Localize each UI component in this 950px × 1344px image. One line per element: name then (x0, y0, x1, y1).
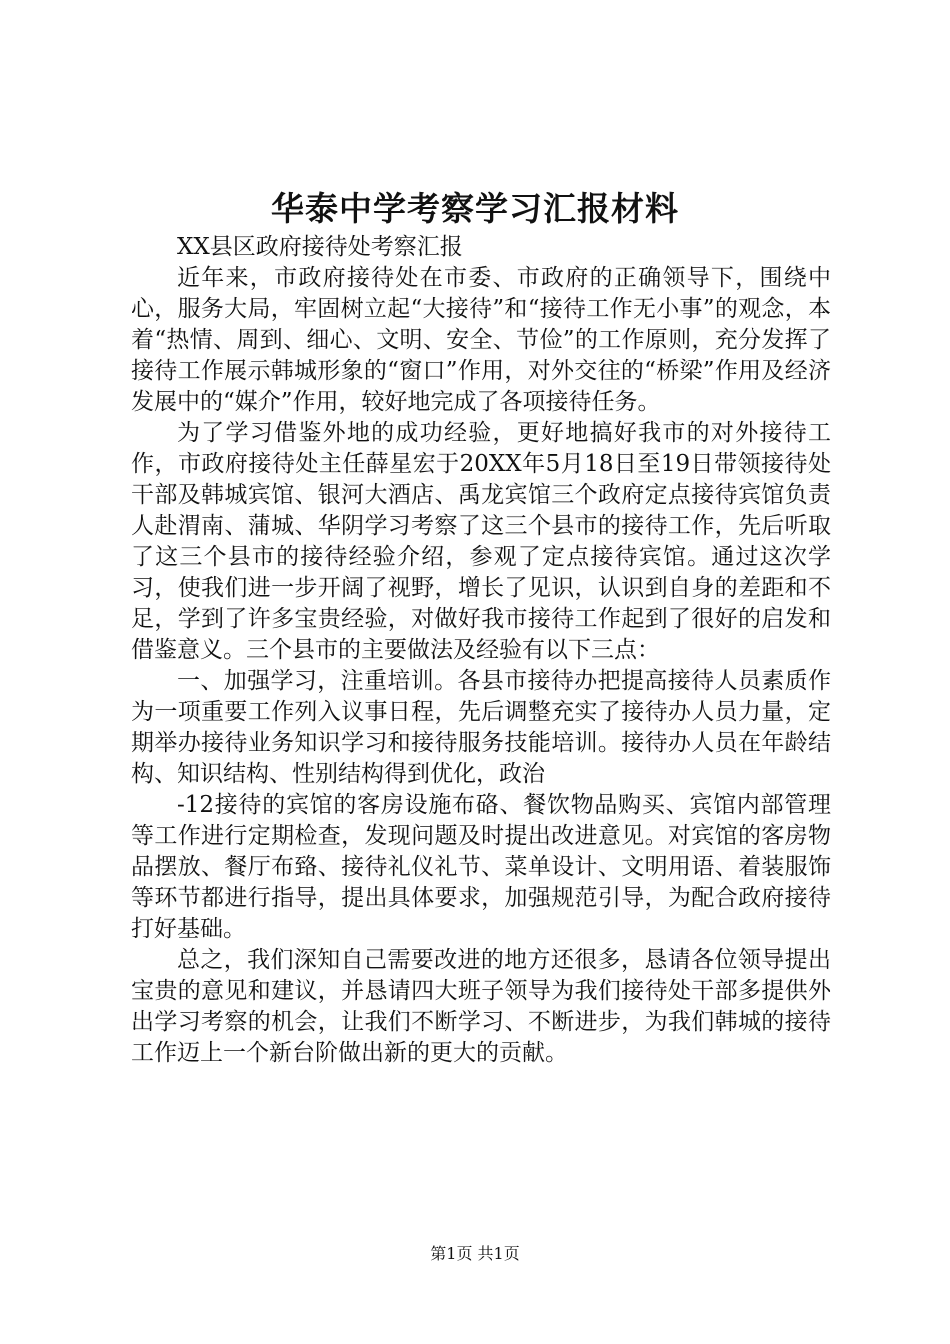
document-body (131, 232, 831, 1069)
paragraph-conclusion: 总之，我们深知自己需要改进的地方还很多，恳请各位领导提出宝贵的意见和建议，并恳请四大班子领导为我们接待处干部多提供外出学习考察的机会，让我们不断学习、不断进步，为我们韩城的接待工作迈上一个新台阶做出新的更大的贡献。 (131, 947, 831, 1066)
paragraph-intro: 近年来，市政府接待处在市委、市政府的正确领导下，围绕中心，服务大局，牢固树立起“大接待”和“接待工作无小事”的观念，本着“热情、周到、细心、文明、安全、节俭”的工作原则，充分发挥了接待工作展示韩城形象的“窗口”作用，对外交往的“桥梁”作用及经济发展中的“媒介”作用，较好地完成了各项接待任务。 (131, 265, 831, 415)
paragraph-subtitle: XX县区政府接待处考察汇报 (177, 234, 463, 260)
paragraph-study-trip: 为了学习借鉴外地的成功经验，更好地搞好我市的对外接待工作，市政府接待处主任薛星宏于20XX年5月18日至19日带领接待处干部及韩城宾馆、银河大酒店、禹龙宾馆三个政府定点接待宾馆负责人赴渭南、蒲城、华阴学习考察了这三个县市的接待工作，先后听取了这三个县市的接待经验介绍，参观了定点接待宾馆。通过这次学习，使我们进一步开阔了视野，增长了见识，认识到自身的差距和不足，学到了许多宝贵经验，对做好我市接待工作起到了很好的启发和借鉴意义。三个县市的主要做法及经验有以下三点： (131, 420, 831, 663)
paragraph-point-one: 一、加强学习，注重培训。各县市接待办把提高接待人员素质作为一项重要工作列入议事日程，先后调整充实了接待办人员力量，定期举办接待业务知识学习和接待服务技能培训。接待办人员在年龄结构、知识结构、性别结构得到优化，政治 (131, 668, 831, 787)
document-title: 华泰中学考察学习汇报材料 (271, 189, 679, 228)
page-footer: 第1页 共1页 (430, 1244, 520, 1263)
paragraph-hotel-inspection: -12接待的宾馆的客房设施布硌、餐饮物品购买、宾馆内部管理等工作进行定期检查，发现问题及时提出改进意见。对宾馆的客房物品摆放、餐厅布臵、接待礼仪礼节、菜单设计、文明用语、着装服饰等环节都进行指导，提出具体要求，加强规范引导，为配合政府接待打好基础。 (131, 792, 831, 942)
